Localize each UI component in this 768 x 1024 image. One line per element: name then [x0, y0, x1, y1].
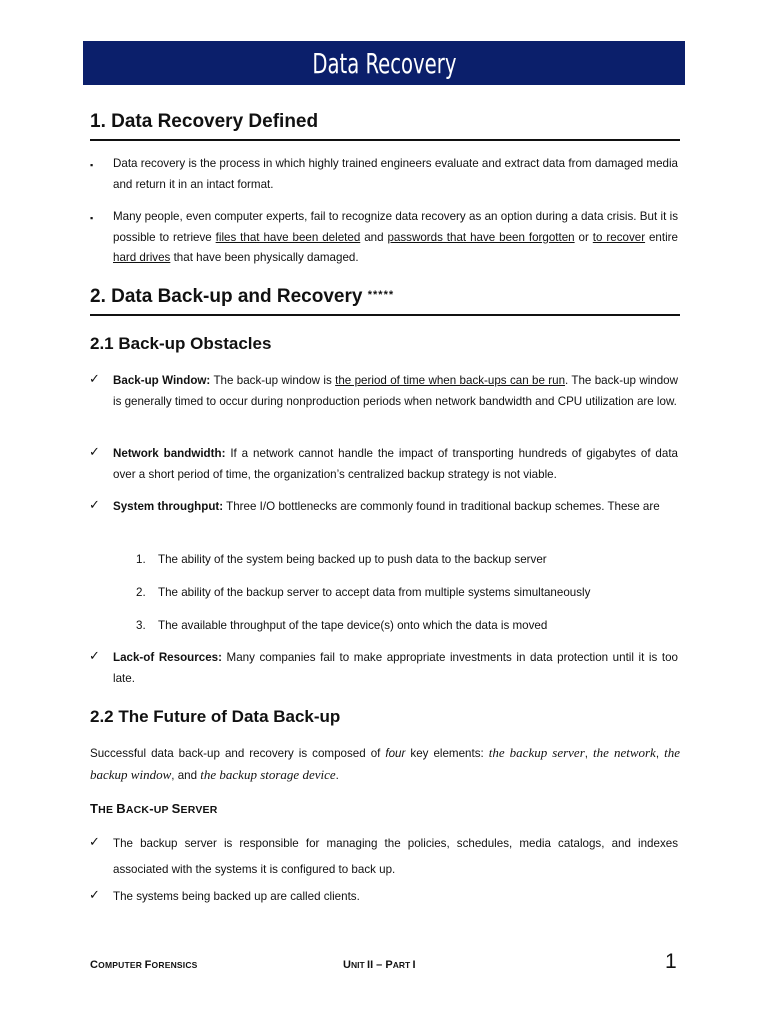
obstacle-system-throughput: System throughput: Three I/O bottlenecks are commonly found in traditional backup schemes. These are	[113, 500, 660, 513]
backup-server-item-1: The backup server is responsible for managing the policies, schedules, media catalogs, and indexes associated with the systems it is configured to back up.	[113, 837, 678, 876]
check-bullet-icon: ✓	[89, 887, 100, 902]
obstacle-network-bandwidth: Network bandwidth: If a network cannot handle the impact of transporting hundreds of gigabytes of data over a short period of time, the organization’s centralized backup strategy is not viable.	[113, 447, 678, 481]
backup-server-item-2: The systems being backed up are called clients.	[113, 890, 360, 903]
square-bullet-icon: ▪	[90, 213, 94, 223]
footer-left: COMPUTER FORENSICS	[90, 959, 198, 971]
check-bullet-icon: ✓	[89, 834, 100, 849]
section-1-bullet-2: Many people, even computer experts, fail to recognize data recovery as an option during a data crisis. But it is possible to retrieve files that have been deleted and passwords that have been forgotten or to recover entire hard drives that have been physically damaged.	[113, 210, 678, 264]
link-passwords-forgotten: passwords that have been forgotten	[387, 230, 575, 244]
link-to-recover: to recover	[592, 230, 646, 244]
check-bullet-icon: ✓	[89, 444, 100, 459]
link-files-deleted: files that have been deleted	[215, 230, 361, 244]
section-2-1-heading: 2.1 Back-up Obstacles	[90, 334, 272, 353]
check-bullet-icon: ✓	[89, 648, 100, 663]
link-backup-period: the period of time when back-ups can be run	[335, 374, 566, 387]
list-item: 2. The ability of the backup server to accept data from multiple systems simultaneously	[136, 586, 591, 599]
footer-center: UNIT II – PART I	[343, 959, 416, 971]
check-bullet-icon: ✓	[89, 497, 100, 512]
section-1-bullet-1: Data recovery is the process in which highly trained engineers evaluate and extract data from damaged media and return it in an intact format.	[113, 157, 678, 191]
page-title: Data Recovery	[311, 46, 457, 80]
obstacle-lack-of-resources: Lack-of Resources: Many companies fail to make appropriate investments in data protection until it is too late.	[113, 651, 678, 685]
link-hard-drives: hard drives	[113, 251, 171, 264]
list-item: 3. The available throughput of the tape device(s) onto which the data is moved	[136, 619, 548, 632]
section-2-2-heading: 2.2 The Future of Data Back-up	[90, 707, 341, 726]
title-bar	[83, 41, 685, 85]
future-intro: Successful data back-up and recovery is composed of four key elements: the backup server, the network, the backup window, and the backup storage device.	[90, 745, 680, 782]
check-bullet-icon: ✓	[89, 371, 100, 386]
stars: *****	[367, 289, 395, 301]
square-bullet-icon: ▪	[90, 160, 94, 170]
obstacle-backup-window: Back-up Window: The back-up window is the period of time when back-ups can be run. The back-up window is generally timed to occur during nonproduction periods when network bandwidth and CPU utilization are low.	[113, 374, 678, 408]
page-number: 1	[665, 950, 677, 973]
section-2-heading: 2. Data Back-up and Recovery *****	[90, 286, 680, 316]
list-item: 1. The ability of the system being backed up to push data to the backup server	[136, 553, 547, 566]
backup-server-heading: THE BACK-UP SERVER	[90, 801, 218, 816]
section-1-heading: 1. Data Recovery Defined	[90, 111, 680, 141]
